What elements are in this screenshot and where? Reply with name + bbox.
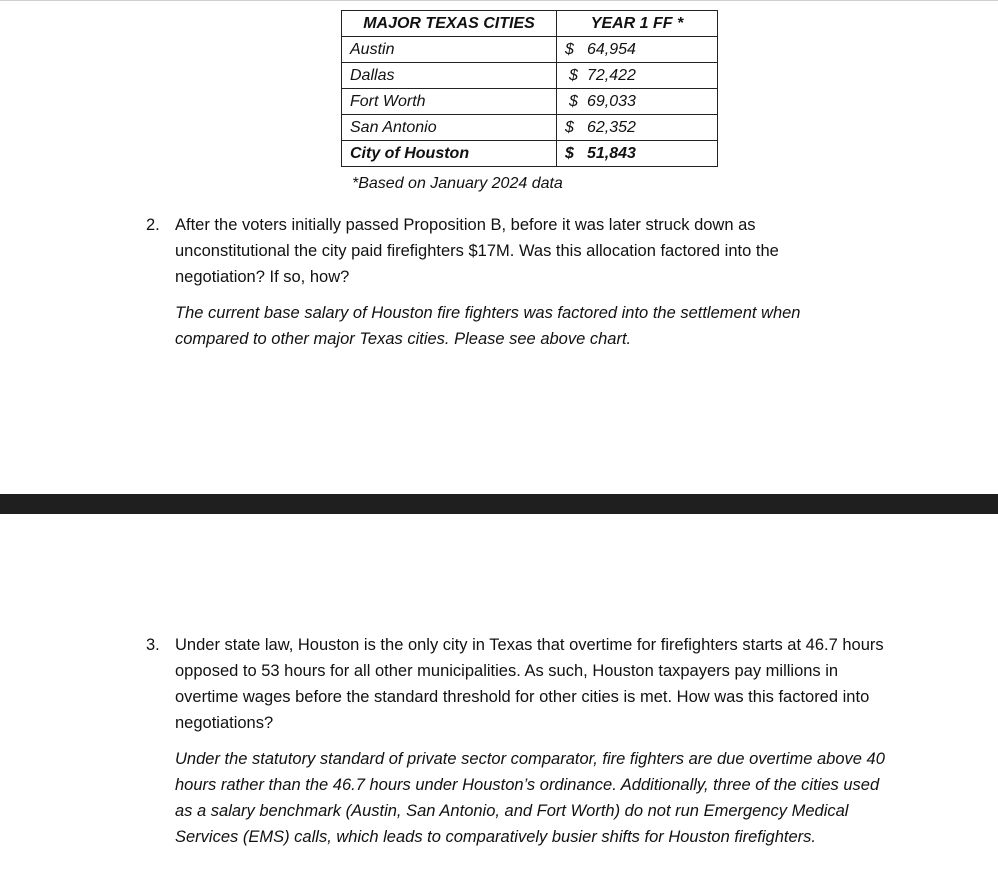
answer-text: Under the statutory standard of private sector comparator, fire fighters are due overtime above 40 hours rather than the 46.7 hours under Houston’s ordinance. Additionally, three of the cities used as a salary benchmark (Austin, San Antonio, and Fort Worth) do not run Emergency Medical Services (EMS) calls, which leads to comparatively busier shifts for Houston firefighters.: [175, 750, 885, 846]
salary-value: [557, 89, 718, 115]
table-row: [342, 89, 718, 115]
table-header-row: [342, 11, 718, 37]
header-year-1-ff: YEAR 1 FF *: [557, 11, 718, 37]
question-text: Under state law, Houston is the only city in Texas that overtime for firefighters starts at 46.7 hours opposed to 53 hours for all other municipalities. As such, Houston taxpayers pay millions in overtime wages before the standard threshold for other cities is met. How was this factored into negotiations?: [175, 636, 884, 732]
question-text: After the voters initially passed Proposition B, before it was later struck down as unconstitutional the city paid firefighters $17M. Was this allocation factored into the negotiation? If so, how?: [175, 216, 779, 286]
city-name: City of Houston: [342, 141, 557, 167]
salary-amount: 62,352: [587, 119, 636, 136]
document-page-2: [0, 514, 998, 884]
table-row: [342, 37, 718, 63]
salary-value: [557, 37, 718, 63]
salary-amount: 69,033: [587, 93, 636, 110]
answer-text: The current base salary of Houston fire fighters was factored into the settlement when compared to other major Texas cities. Please see above chart.: [175, 304, 801, 348]
question-2: [146, 212, 866, 352]
currency-symbol: $: [565, 145, 574, 162]
salary-amount: 64,954: [587, 41, 636, 58]
city-name: Austin: [342, 37, 557, 63]
currency-symbol: $: [569, 67, 578, 84]
table-footnote: *Based on January 2024 data: [352, 175, 563, 192]
salary-amount: 72,422: [587, 67, 636, 84]
table-row: [342, 63, 718, 89]
salary-comparison-table: [341, 10, 718, 167]
salary-value: [557, 63, 718, 89]
currency-symbol: $: [565, 119, 574, 136]
document-page-1: [0, 1, 998, 494]
city-name: Dallas: [342, 63, 557, 89]
page-break-separator: [0, 494, 998, 514]
currency-symbol: $: [565, 41, 574, 58]
salary-amount: 51,843: [587, 145, 636, 162]
salary-value: [557, 141, 718, 167]
question-3: [146, 632, 896, 850]
question-number: 3.: [146, 636, 160, 654]
salary-value: [557, 115, 718, 141]
city-name: Fort Worth: [342, 89, 557, 115]
table-row: [342, 115, 718, 141]
city-name: San Antonio: [342, 115, 557, 141]
table-row-houston: [342, 141, 718, 167]
currency-symbol: $: [569, 93, 578, 110]
header-major-texas-cities: MAJOR TEXAS CITIES: [342, 11, 557, 37]
question-number: 2.: [146, 216, 160, 234]
